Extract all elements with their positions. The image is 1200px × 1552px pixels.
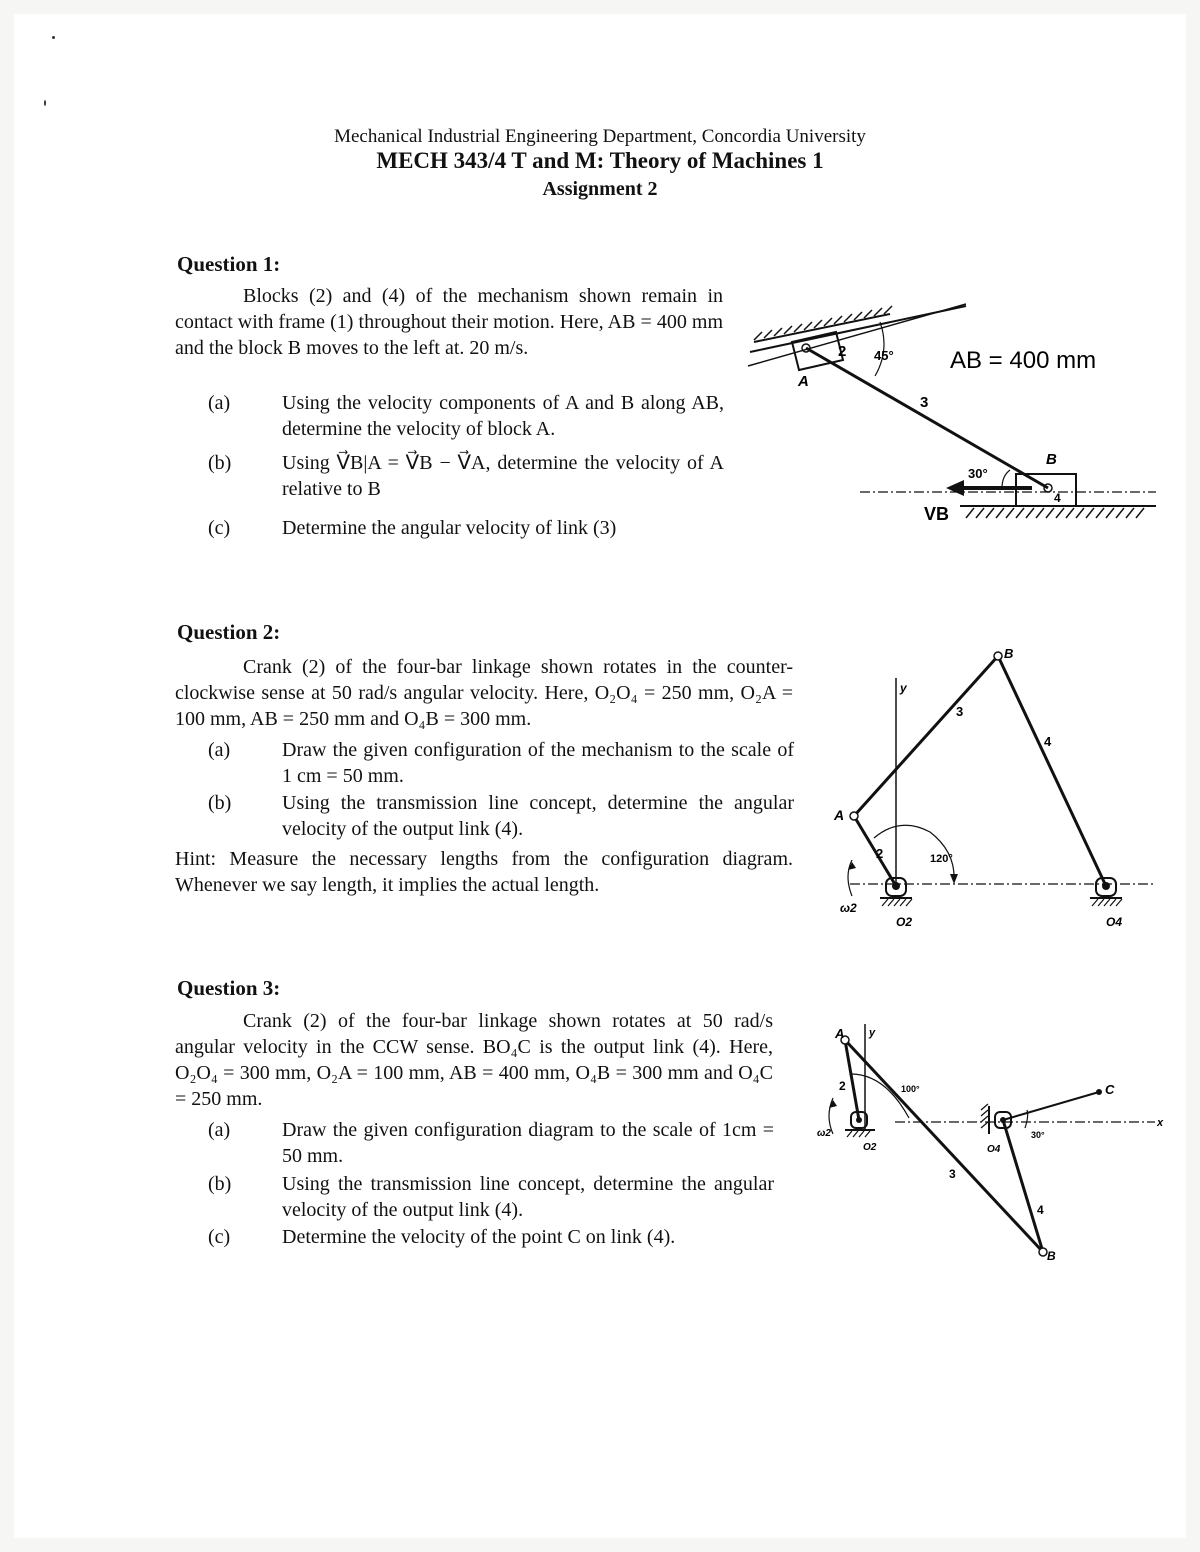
scan-speck bbox=[52, 36, 55, 39]
ab-dimension-label: AB = 400 mm bbox=[950, 347, 1097, 374]
link-4-label: 4 bbox=[1054, 491, 1061, 505]
omega-2-label: ω2 bbox=[817, 1128, 831, 1139]
angle-45-label: 45° bbox=[874, 348, 894, 363]
scan-speck bbox=[44, 100, 46, 106]
vb-label: VB bbox=[924, 504, 950, 524]
four-bar-linkage-q2 bbox=[830, 640, 1160, 940]
y-axis-label: y bbox=[869, 1027, 876, 1039]
link-3 bbox=[854, 656, 998, 816]
department-line: Mechanical Industrial Engineering Department, Concordia University bbox=[334, 126, 866, 147]
question-1-title: Question 1: bbox=[177, 252, 281, 276]
link-2-label: 2 bbox=[839, 1079, 846, 1093]
link-4-label: 4 bbox=[1037, 1203, 1044, 1217]
point-a-label: A bbox=[834, 807, 845, 823]
question-1-body: Blocks (2) and (4) of the mechanism shown remain in contact with frame (1) throughout their motion. Here, AB = 400 mm and the block B moves to the left at. 20 m/s. bbox=[175, 285, 723, 359]
point-b-label: B bbox=[1004, 646, 1014, 661]
point-a-label: A bbox=[798, 373, 809, 390]
question-2-body: Crank (2) of the four-bar linkage shown rotates in the counter-clockwise sense at 50 rad/s angular velocity. Here, O₂O₄ = 250 mm, O₂A = 100 mm, AB = 250 mm and O₄B = 300 mm. bbox=[175, 656, 793, 730]
link-3-label: 3 bbox=[949, 1167, 956, 1181]
question-3-text bbox=[175, 1008, 773, 1112]
question-3-title: Question 3: bbox=[177, 976, 281, 1000]
question-2-hint: Hint: Measure the necessary lengths from the configuration diagram. Whenever we say length, it implies the actual length. bbox=[175, 848, 793, 896]
pivot-o2-label: O2 bbox=[896, 915, 913, 929]
point-b-label: B bbox=[1047, 1249, 1056, 1263]
ground-pivot-o2 bbox=[880, 878, 912, 906]
ground-pivot-o4 bbox=[1090, 878, 1122, 906]
point-c-label: C bbox=[1105, 1082, 1115, 1097]
point-b-label: B bbox=[1046, 451, 1057, 468]
pivot-o4-label: O4 bbox=[987, 1144, 1001, 1155]
question-2-text bbox=[175, 654, 793, 732]
ground-pivot-o2 bbox=[845, 1112, 875, 1137]
link-2-label: 2 bbox=[838, 343, 847, 360]
assignment-title: Assignment 2 bbox=[542, 178, 658, 200]
link-3-label: 3 bbox=[920, 394, 929, 411]
y-axis-label: y bbox=[900, 681, 907, 695]
pivot-o2-label: O2 bbox=[863, 1142, 877, 1153]
question-1-text bbox=[175, 283, 723, 361]
link-2 bbox=[854, 816, 896, 886]
link-4-label: 4 bbox=[1044, 734, 1052, 749]
link-2-label: 2 bbox=[876, 846, 884, 861]
question-3-body: Crank (2) of the four-bar linkage shown rotates at 50 rad/s angular velocity in the CCW sense. BO₄C is the output link (4). Here, O₂O₄ = 300 mm, O₂A = 100 mm, AB = 400 mm, O₄B = 300 mm and O₄C = 250 mm. bbox=[175, 1010, 773, 1110]
omega-2-label: ω2 bbox=[840, 901, 857, 915]
question-2-title: Question 2: bbox=[177, 620, 281, 644]
angle-30-label: 30° bbox=[968, 466, 988, 481]
link-3-label: 3 bbox=[956, 704, 964, 719]
four-bar-linkage-q3 bbox=[815, 1020, 1175, 1270]
angle-120-label: 120° bbox=[930, 853, 953, 865]
link-4 bbox=[998, 656, 1106, 886]
mechanism-figure-q1 bbox=[740, 280, 1160, 540]
course-title: MECH 343/4 T and M: Theory of Machines 1 bbox=[376, 148, 824, 173]
link-4-arm-c bbox=[1003, 1092, 1099, 1120]
angle-100-label: 100° bbox=[901, 1084, 920, 1094]
pivot-o4-label: O4 bbox=[1106, 915, 1123, 929]
hatching-ground bbox=[966, 508, 1144, 518]
point-a-label: A bbox=[835, 1026, 845, 1041]
x-axis-label: x bbox=[1157, 1117, 1164, 1129]
angle-30-label: 30° bbox=[1031, 1130, 1045, 1140]
